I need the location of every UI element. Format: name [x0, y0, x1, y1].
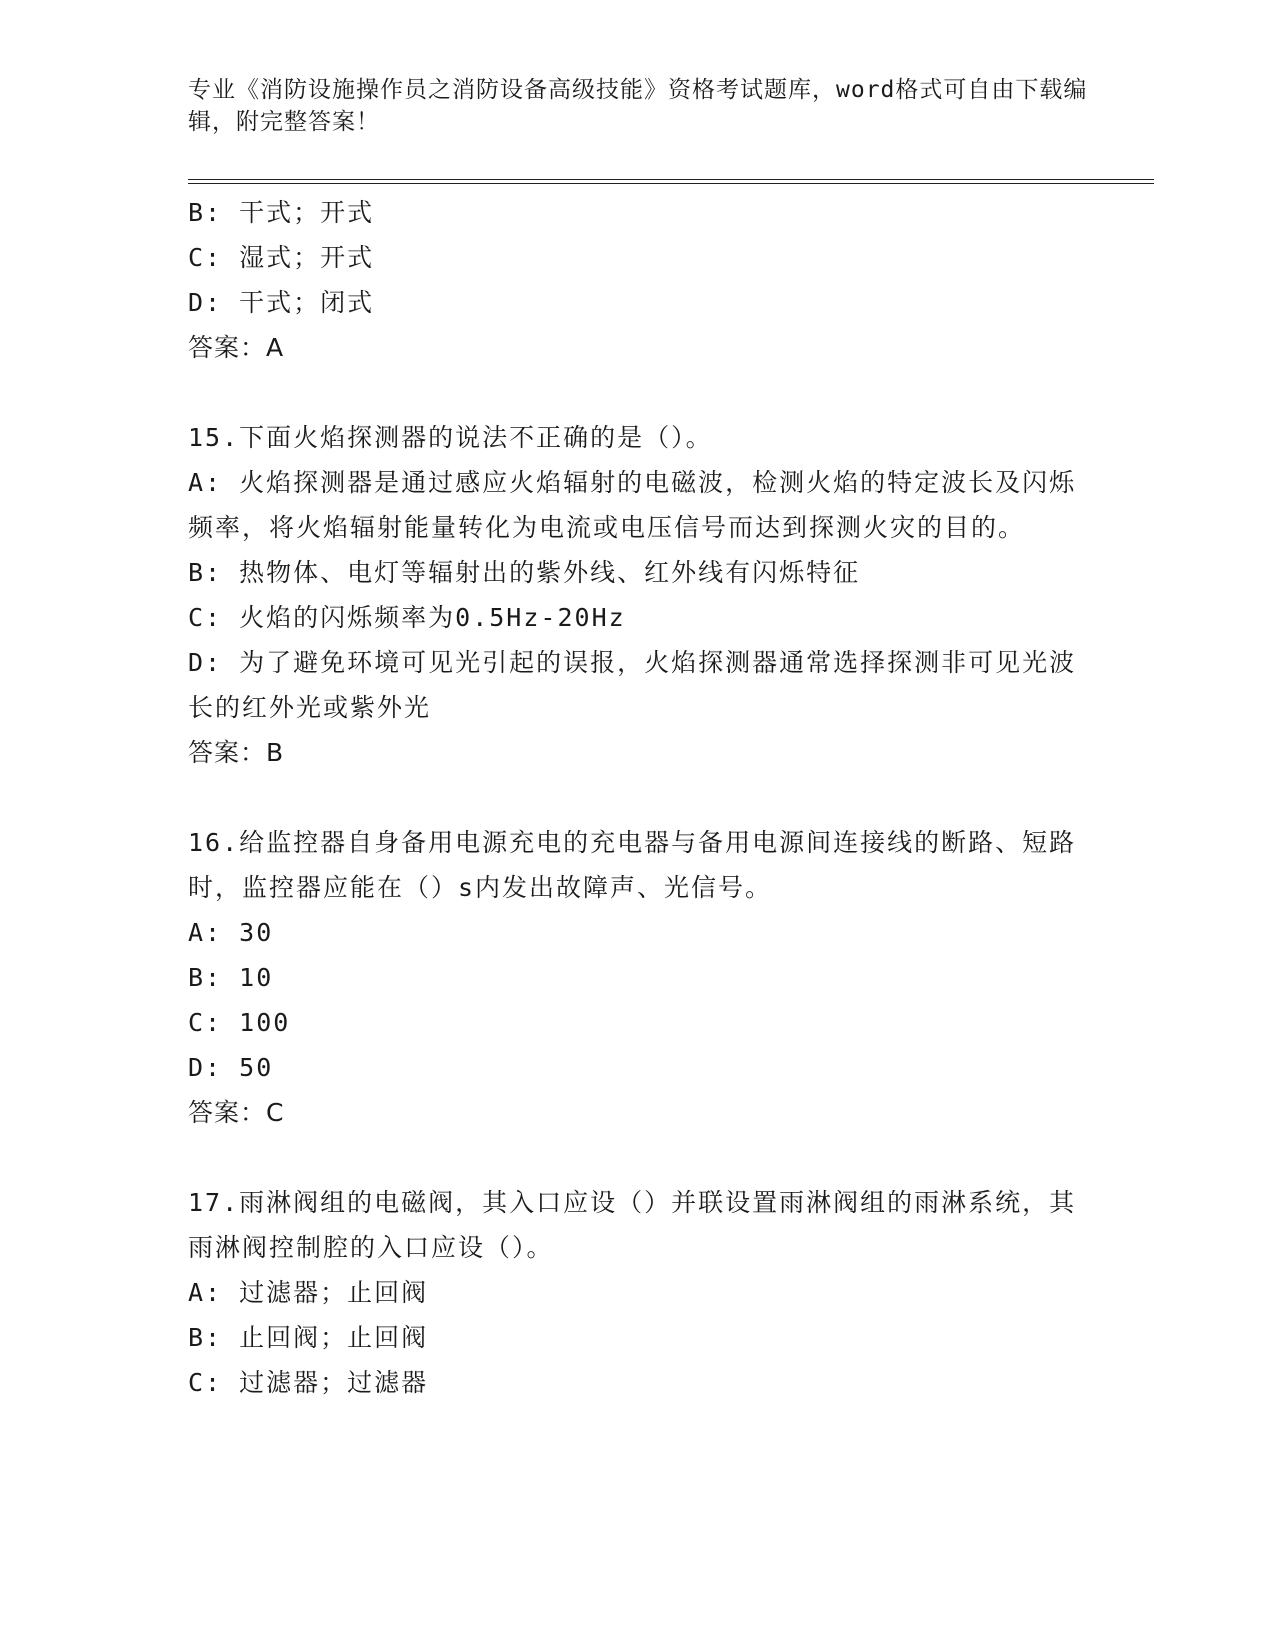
option-c: C: 100 — [188, 1008, 291, 1037]
option-d: D: 干式；闭式 — [188, 288, 375, 317]
document-header: 专业《消防设施操作员之消防设备高级技能》资格考试题库，word格式可自由下载编辑，附完整答案！ — [188, 77, 1088, 135]
option-d: D: 50 — [188, 1053, 274, 1082]
answer-line: 答案：A — [188, 333, 285, 362]
option-d: D: 为了避免环境可见光引起的误报，火焰探测器通常选择探测非可见光波长的红外光或紫外光 — [188, 648, 1077, 722]
option-c: C: 过滤器；过滤器 — [188, 1368, 429, 1397]
option-c: C: 火焰的闪烁频率为0.5Hz-20Hz — [188, 603, 626, 632]
option-b: B: 10 — [188, 963, 274, 992]
question-block-continued — [188, 190, 1088, 370]
option-b: B: 干式；开式 — [188, 198, 375, 227]
option-b: B: 止回阀；止回阀 — [188, 1323, 429, 1352]
header-divider — [188, 179, 1154, 184]
answer-line: 答案：B — [188, 738, 285, 767]
option-b: B: 热物体、电灯等辐射出的紫外线、红外线有闪烁特征 — [188, 558, 861, 587]
question-block-17 — [188, 1180, 1088, 1405]
option-c: C: 湿式；开式 — [188, 243, 375, 272]
question-list — [188, 190, 1088, 1405]
option-a: A: 火焰探测器是通过感应火焰辐射的电磁波，检测火焰的特定波长及闪烁频率，将火焰辐射能量转化为电流或电压信号而达到探测火灾的目的。 — [188, 468, 1077, 542]
question-text: 15.下面火焰探测器的说法不正确的是（）。 — [188, 423, 713, 452]
option-a: A: 过滤器；止回阀 — [188, 1278, 429, 1307]
option-a: A: 30 — [188, 918, 274, 947]
answer-line: 答案：C — [188, 1098, 285, 1127]
question-text: 16.给监控器自身备用电源充电的充电器与备用电源间连接线的断路、短路时，监控器应能在（）s内发出故障声、光信号。 — [188, 828, 1077, 902]
question-block-16 — [188, 820, 1088, 1135]
question-text: 17.雨淋阀组的电磁阀，其入口应设（）并联设置雨淋阀组的雨淋系统，其雨淋阀控制腔的入口应设（）。 — [188, 1188, 1077, 1262]
question-block-15 — [188, 415, 1088, 775]
